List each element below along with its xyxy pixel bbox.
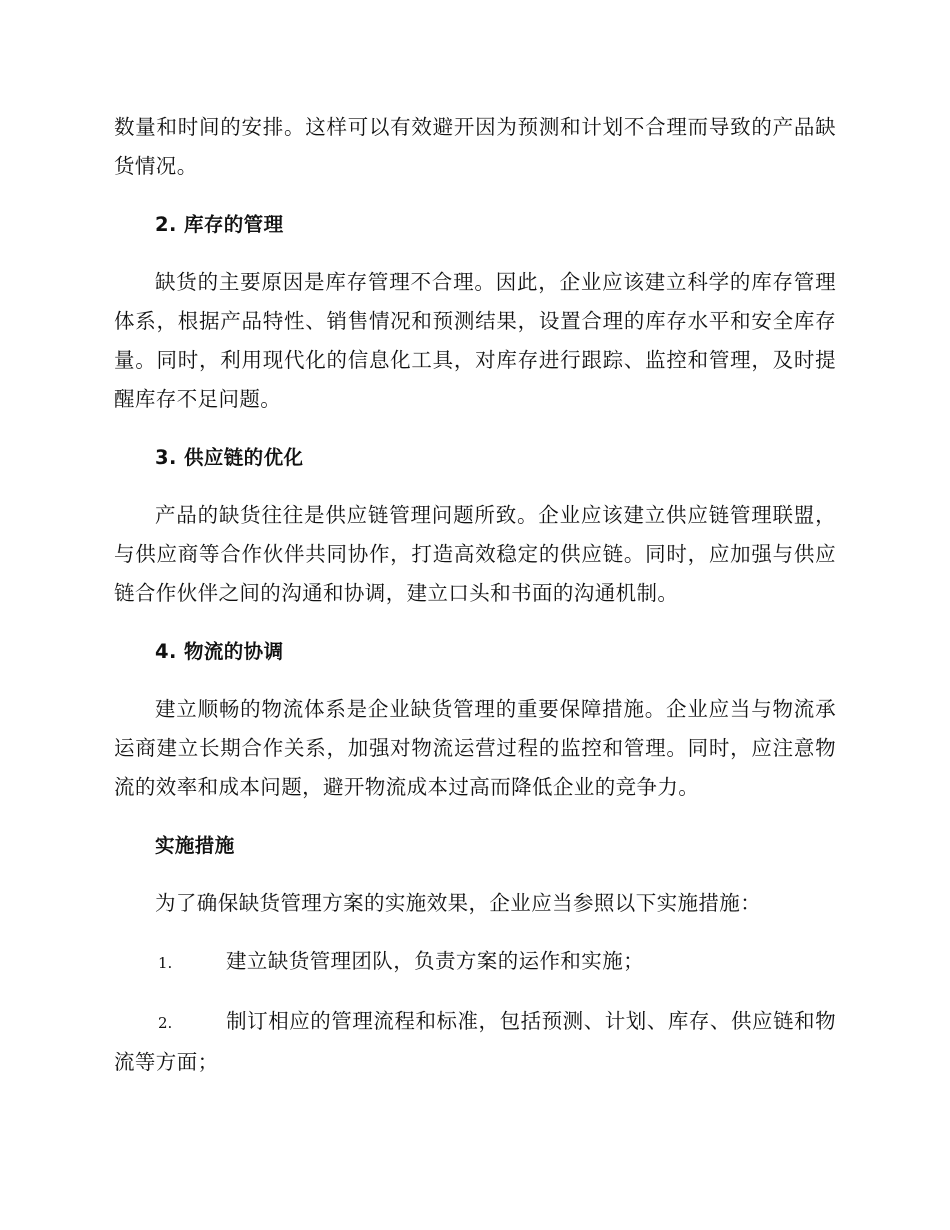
list-item-text: 建立缺货管理团队，负责方案的运作和实施； bbox=[226, 949, 644, 973]
section-body-logistics: 建立顺畅的物流体系是企业缺货管理的重要保障措施。企业应当与物流承运商建立长期合作关系，加强对物流运营过程的监控和管理。同时，应注意物流的效率和成本问题，避开物流成本过高而降低企业的竞争力。 bbox=[114, 697, 836, 799]
section-heading-inventory: 2. 库存的管理 bbox=[155, 213, 284, 236]
list-item-text: 制订相应的管理流程和标准，包括预测、计划、库存、供应链和物流等方面； bbox=[114, 1009, 836, 1074]
document-content bbox=[114, 108, 836, 1082]
section-body-inventory: 缺货的主要原因是库存管理不合理。因此，企业应该建立科学的库存管理体系，根据产品特性、销售情况和预测结果，设置合理的库存水平和安全库存量。同时，利用现代化的信息化工具，对库存进行跟踪、监控和管理，及时提醒库存不足问题。 bbox=[114, 270, 836, 411]
list-item-number: 2. bbox=[158, 1014, 173, 1032]
list-item bbox=[114, 1002, 836, 1082]
intro-paragraph: 数量和时间的安排。这样可以有效避开因为预测和计划不合理而导致的产品缺货情况。 bbox=[114, 115, 836, 178]
implementation-heading: 实施措施 bbox=[155, 834, 235, 857]
section-heading-supply-chain: 3. 供应链的优化 bbox=[155, 446, 304, 469]
list-item bbox=[114, 942, 836, 983]
section-body-supply-chain: 产品的缺货往往是供应链管理问题所致。企业应该建立供应链管理联盟，与供应商等合作伙伴共同协作，打造高效稳定的供应链。同时，应加强与供应链合作伙伴之间的沟通和协调，建立口头和书面的沟通机制。 bbox=[114, 503, 836, 605]
section-heading-logistics: 4. 物流的协调 bbox=[155, 640, 284, 663]
implementation-intro: 为了确保缺货管理方案的实施效果，企业应当参照以下实施措施： bbox=[155, 891, 762, 915]
list-item-number: 1. bbox=[158, 954, 173, 972]
